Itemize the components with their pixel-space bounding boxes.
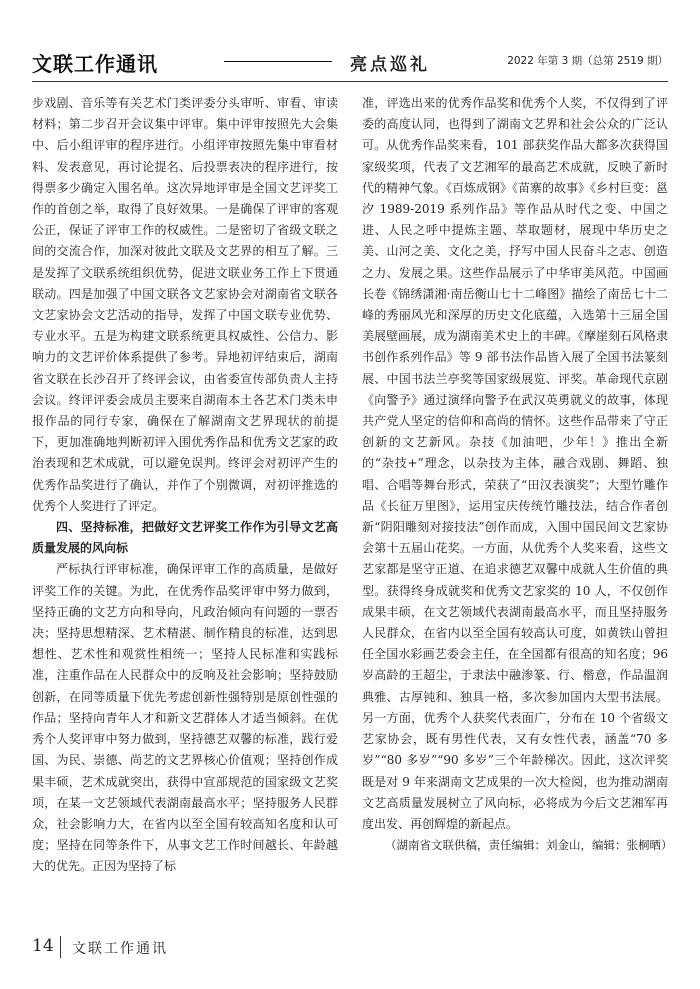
left-column	[32, 93, 338, 878]
body-paragraph: 步戏剧、音乐等有关艺术门类评委分头审听、审看、审读材料；第二步召开会议集中评审。集中评审按照先大会集中、后小组评审的程序进行。小组评审按照先集中审看材料、发表意见，再讨论提名、后投票表决的程序进行，按得票多少确定入围名单。这次异地评审是全国文艺评奖工作的首创之举，取得了良好效果。一是确保了评审的客观公正，保证了评审工作的权威性。二是密切了省级文联之间的交流合作，加深对彼此文联及文艺界的相互了解。三是发挥了文联系统组织优势，促进文联业务工作上下贯通联动。四是加强了中国文联各文艺家协会对湖南省文联各文艺家协会文艺活动的指导，发挥了中国文联专业优势、专业水平。五是为构建文联系统更具权威性、公信力、影响力的文艺评价体系提供了参考。异地初评结束后，湖南省文联在长沙召开了终评会议，由省委宣传部负责人主持会议。终评评委会成员主要来自湖南本土各艺术门类未申报作品的同行专家，确保在了解湖南文艺界现状的前提下，更加准确地判断初评入围优秀作品和优秀文艺家的政治表现和艺术成就，可以避免误判。终评会对初评产生的优秀作品奖进行了确认，并作了个别微调，对初评推选的优秀个人奖进行了评定。	[32, 96, 338, 513]
publication-logo: 文联工作通讯	[32, 52, 158, 76]
section-heading: 四、坚持标准，把做好文艺评奖工作作为引导文艺高质量发展的风向标	[32, 520, 338, 556]
right-column	[362, 93, 673, 856]
header-logo-line	[224, 61, 332, 62]
footer-divider	[60, 936, 61, 958]
body-paragraph: 严标执行评审标准，确保评审工作的高质量，是做好评奖工作的关键。为此，在优秀作品奖评审中努力做到，坚持正确的文艺方向和导向，凡政治倾向有问题的一票否决；坚持思想精深、艺术精湛、制作精良的标准，达到思想性、艺术性和观赏性相统一；坚持人民标准和实践标准，注重作品在人民群众中的反响及社会影响；坚持鼓励创新，在同等质量下优先考虑创新性强特别是原创性强的作品；坚持向青年人才和新文艺群体人才适当倾斜。在优秀个人奖评审中努力做到，坚持德艺双馨的标准，践行爱国、为民、崇德、尚艺的文艺界核心价值观；坚持创作成果丰硕，艺术成就突出，获得中宣部规范的国家级文艺奖项，在某一文艺领域代表湖南最高水平；坚持服务人民群众，社会影响力大，在省内以至全国有较高知名度和认可度；坚持在同等条件下，从事文艺工作时间越长、年龄越大的优先。正因为坚持了标	[32, 562, 338, 874]
page-header	[32, 44, 668, 78]
footer-publication-name: 文联工作通讯	[72, 941, 168, 957]
issue-info: 2022 年第 3 期（总第 2519 期）	[507, 55, 668, 67]
header-divider	[32, 81, 668, 82]
page-number: 14	[32, 936, 54, 956]
author-credit: （湖南省文联供稿，责任编辑：刘金山，编辑：张桐晒）	[385, 838, 673, 853]
body-paragraph: 准，评选出来的优秀作品奖和优秀个人奖，不仅得到了评委的高度认同，也得到了湖南文艺界和社会公众的广泛认可。从优秀作品奖来看，101 部获奖作品大都多次获得国家级奖项，代表了文艺湘军的最高艺术成就，反映了新时代的精神气象。《百炼成钢》《苗寨的故事》《乡村巨变：邕汐 1989-2019 系列作品》等作品从时代之变、中国之进、人民之呼中提炼主题、萃取题材，展现中华历史之美、山河之美、文化之美，抒写中国人民奋斗之志、创造之力、发展之果。这些作品展示了中华审美风范。中国画长卷《锦绣潇湘·南岳衡山七十二峰图》描绘了南岳七十二峰的秀丽风光和深厚的历史文化底蕴，入选第十三届全国美展壁画展，成为湖南美术史上的丰碑。《摩崖刻石风格隶书创作系列作品》等 9 部书法作品皆入展了全国书法篆刻展、中国书法兰亭奖等国家级展览、评奖。革命现代京剧《向警予》通过演绎向警予在武汉英勇就义的故事，体现共产党人坚定的信仰和高尚的情怀。这些作品带来了守正创新的文艺新风。杂技《加油吧，少年！》推出全新的“杂技+”理念，以杂技为主体，融合戏剧、舞蹈、独唱、合唱等舞台形式，荣获了“田汉表演奖”；大型竹雕作品《长征万里图》，运用宝庆传统竹雕技法，结合作者创新“阴阳雕刻对接技法”创作而成，入围中国民间文艺家协会第十五届山花奖。一方面，从优秀个人奖来看，这些文艺家都是坚守正道、在追求德艺双馨中成就人生价值的典型。获得终身成就奖和优秀文艺家奖的 10 人，不仅创作成果丰硕，在文艺领域代表湖南最高水平，而且坚持服务人民群众，在省内以至全国有较高认可度，如黄铁山曾担任全国水彩画艺委会主任，在全国都有很高的知名度；96 岁高龄的王超尘，于隶法中融渗篆、行、楷意，作品温润典雅、古厚钝和、独具一格，多次参加国内大型书法展。另一方面，优秀个人获奖代表面广，分布在 10 个省级文艺家协会，既有男性代表，又有女性代表，涵盖“70 多岁”“80 多岁”“90 多岁”三个年龄梯次。因此，这次评奖既是对 9 年来湖南文艺成果的一次大检阅，也为推动湖南文艺高质量发展树立了风向标，必将成为今后文艺湘军再度出发、再创辉煌的新起点。	[362, 96, 669, 831]
section-title: 亮点巡礼	[350, 55, 430, 75]
